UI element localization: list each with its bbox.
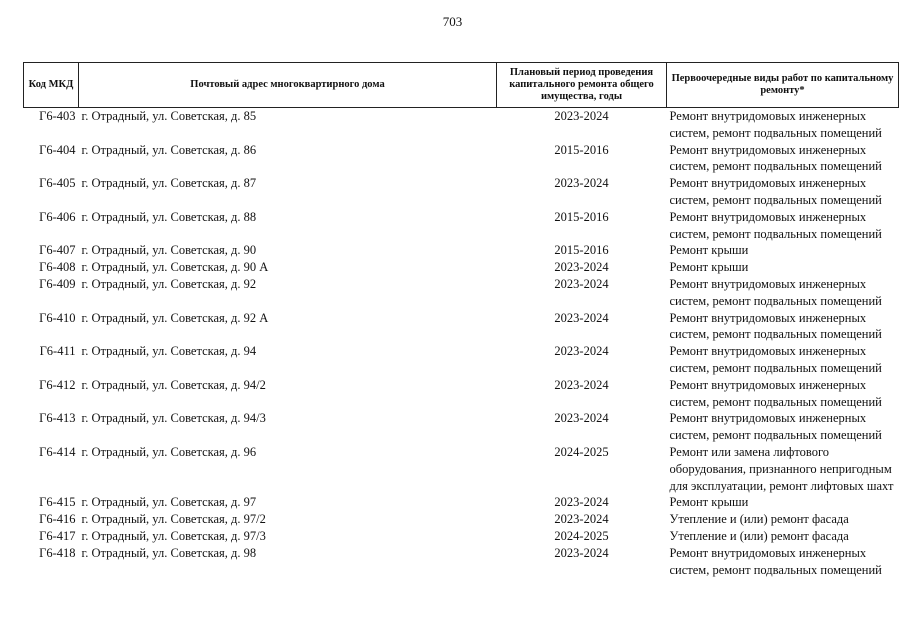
cell-address: г. Отрадный, ул. Советская, д. 97/3 (81, 528, 266, 543)
table-row (24, 377, 899, 411)
table-row (24, 494, 899, 511)
table-row (24, 242, 899, 259)
cell-code: Г6-409 (39, 276, 76, 291)
cell-period: 2023-2024 (554, 109, 609, 123)
cell-address: г. Отрадный, ул. Советская, д. 88 (81, 209, 257, 224)
cell-code: Г6-407 (39, 243, 76, 258)
cell-address: г. Отрадный, ул. Советская, д. 90 (81, 243, 257, 258)
cell-code: Г6-416 (39, 512, 76, 527)
cell-code: Г6-410 (39, 310, 76, 325)
cell-period: 2023-2024 (554, 377, 609, 392)
table-row (24, 175, 899, 209)
table-row (24, 108, 899, 142)
header-code: Код МКД (24, 63, 79, 108)
page-number: 703 (442, 14, 463, 29)
cell-period: 2023-2024 (554, 512, 609, 527)
cell-period: 2024-2025 (554, 528, 609, 543)
cell-works: Ремонт крыши (669, 495, 749, 510)
table-header-row (24, 63, 899, 108)
cell-address: г. Отрадный, ул. Советская, д. 97/2 (81, 512, 266, 527)
cell-code: Г6-418 (39, 545, 76, 560)
table-row (24, 511, 899, 528)
table-row (24, 444, 899, 494)
cell-works: Ремонт внутридомовых инженерных систем, ремонт подвальных помещений (669, 310, 882, 342)
cell-code: Г6-408 (39, 260, 76, 275)
cell-code: Г6-415 (39, 495, 76, 510)
cell-works: Утепление и (или) ремонт фасада (669, 512, 849, 527)
cell-period: 2023-2024 (554, 545, 609, 560)
cell-works: Ремонт крыши (669, 243, 749, 258)
table-row (24, 528, 899, 545)
cell-code: Г6-404 (39, 142, 76, 157)
table-row (24, 276, 899, 310)
cell-address: г. Отрадный, ул. Советская, д. 92 (81, 276, 257, 291)
cell-works: Ремонт внутридомовых инженерных систем, ремонт подвальных помещений (669, 276, 882, 308)
cell-period: 2015-2016 (554, 142, 609, 157)
table-row (24, 310, 899, 344)
table-row (24, 410, 899, 444)
cell-address: г. Отрадный, ул. Советская, д. 92 А (81, 310, 269, 325)
cell-works: Ремонт внутридомовых инженерных систем, ремонт подвальных помещений (669, 545, 882, 577)
cell-address: г. Отрадный, ул. Советская, д. 94/2 (81, 377, 266, 392)
cell-period: 2023-2024 (554, 176, 609, 191)
cell-address: г. Отрадный, ул. Советская, д. 90 А (81, 260, 269, 275)
cell-period: 2023-2024 (554, 310, 609, 325)
cell-address: г. Отрадный, ул. Советская, д. 86 (81, 142, 257, 157)
cell-code: Г6-417 (39, 528, 76, 543)
cell-works: Ремонт внутридомовых инженерных систем, ремонт подвальных помещений (669, 411, 882, 443)
cell-period: 2023-2024 (554, 276, 609, 291)
cell-address: г. Отрадный, ул. Советская, д. 96 (81, 444, 257, 459)
cell-works: Ремонт внутридомовых инженерных систем, ремонт подвальных помещений (669, 109, 882, 140)
cell-address: г. Отрадный, ул. Советская, д. 87 (81, 176, 257, 191)
capital-repair-table (23, 62, 899, 578)
table-row (24, 209, 899, 243)
cell-works: Ремонт внутридомовых инженерных систем, ремонт подвальных помещений (669, 377, 882, 409)
cell-code: Г6-405 (39, 176, 76, 191)
table-row (24, 259, 899, 276)
cell-code: Г6-412 (39, 377, 76, 392)
cell-period: 2024-2025 (554, 444, 609, 459)
cell-works: Ремонт внутридомовых инженерных систем, ремонт подвальных помещений (669, 142, 882, 174)
table-row (24, 142, 899, 176)
cell-works: Ремонт внутридомовых инженерных систем, ремонт подвальных помещений (669, 344, 882, 375)
cell-code: Г6-413 (39, 411, 76, 426)
cell-works: Ремонт внутридомовых инженерных систем, ремонт подвальных помещений (669, 176, 882, 207)
header-works: Первоочередные виды работ по капитальному ремонту* (667, 63, 899, 108)
cell-address: г. Отрадный, ул. Советская, д. 85 (81, 109, 257, 123)
cell-address: г. Отрадный, ул. Советская, д. 94 (81, 344, 257, 359)
cell-code: Г6-411 (39, 344, 76, 359)
header-address: Почтовый адрес многоквартирного дома (79, 63, 497, 108)
cell-works: Ремонт крыши (669, 260, 749, 275)
cell-works: Ремонт или замена лифтового оборудования, признанного непригодным для эксплуатации, ремонт лифтовых шахт (669, 444, 894, 493)
cell-works: Ремонт внутридомовых инженерных систем, ремонт подвальных помещений (669, 209, 882, 241)
cell-works: Утепление и (или) ремонт фасада (669, 528, 849, 543)
cell-period: 2023-2024 (554, 344, 609, 359)
cell-period: 2015-2016 (554, 209, 609, 224)
table-row (24, 545, 899, 579)
cell-address: г. Отрадный, ул. Советская, д. 98 (81, 545, 257, 560)
cell-period: 2023-2024 (554, 260, 609, 275)
cell-period: 2015-2016 (554, 243, 609, 258)
cell-code: Г6-406 (39, 209, 76, 224)
cell-code: Г6-414 (39, 444, 76, 459)
cell-period: 2023-2024 (554, 495, 609, 510)
header-period: Плановый период проведения капитального ремонта общего имущества, годы (497, 63, 667, 108)
cell-address: г. Отрадный, ул. Советская, д. 97 (81, 495, 257, 510)
table-row (24, 343, 899, 377)
cell-code: Г6-403 (39, 109, 76, 123)
table-body (24, 108, 899, 579)
cell-period: 2023-2024 (554, 411, 609, 426)
cell-address: г. Отрадный, ул. Советская, д. 94/3 (81, 411, 266, 426)
